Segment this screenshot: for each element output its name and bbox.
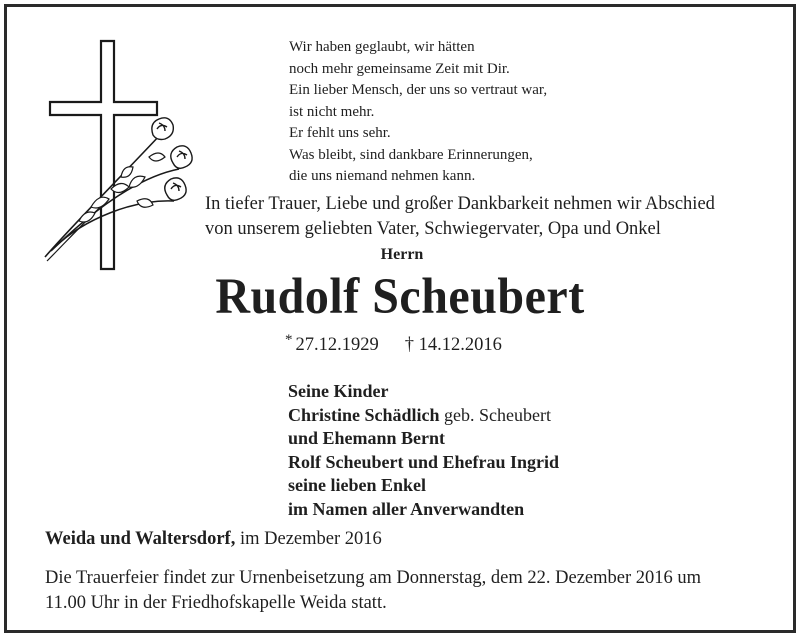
survivor-maiden-name: geb. Scheubert	[439, 404, 551, 425]
cross-with-roses-icon	[39, 39, 199, 271]
death-symbol: †	[404, 335, 414, 355]
birth-symbol: *	[285, 332, 293, 348]
survivor-line: im Namen aller Anverwandten	[288, 498, 525, 519]
poem-line: ist nicht mehr.	[289, 103, 375, 120]
poem-line: Ein lieber Mensch, der uns so vertraut war,	[289, 82, 548, 98]
survivor-line: Rolf Scheubert und Ehefrau Ingrid	[288, 451, 560, 472]
salutation: Herrn	[380, 246, 424, 263]
poem	[289, 37, 547, 188]
poem-line: Er fehlt uns sehr.	[289, 125, 391, 141]
survivor-name: Christine Schädlich	[288, 404, 440, 425]
poem-line: Was bleibt, sind dankbare Erinnerungen,	[289, 146, 533, 163]
survivor-line: Seine Kinder	[288, 381, 389, 401]
obituary-notice	[4, 4, 796, 633]
survivors-list	[288, 380, 559, 521]
ceremony-line: Die Trauerfeier findet zur Urnenbeisetzung am Donnerstag, dem 22. Dezember 2016 um	[45, 568, 702, 588]
poem-line: noch mehr gemeinsame Zeit mit Dir.	[289, 60, 510, 77]
survivor-line: und Ehemann Bernt	[288, 428, 446, 448]
intro-line: von unserem geliebten Vater, Schwiegervater, Opa und Onkel	[205, 219, 661, 239]
place-and-date	[45, 529, 382, 550]
poem-line: die uns niemand nehmen kann.	[289, 168, 476, 184]
ceremony-info	[45, 566, 701, 616]
place-name: Weida und Waltersdorf,	[45, 529, 236, 549]
intro-text	[205, 192, 715, 242]
deceased-name: Rudolf Scheubert	[215, 268, 585, 325]
survivor-line	[288, 404, 559, 428]
life-dates	[285, 332, 502, 356]
poem-line: Wir haben geglaubt, wir hätten	[289, 39, 475, 55]
birth-date: 27.12.1929	[295, 335, 379, 355]
place-date: im Dezember 2016	[235, 529, 382, 549]
intro-line: In tiefer Trauer, Liebe und großer Dankbarkeit nehmen wir Abschied	[205, 194, 715, 214]
death-date: 14.12.2016	[418, 335, 502, 355]
ceremony-line: 11.00 Uhr in der Friedhofskapelle Weida statt.	[45, 593, 387, 613]
survivor-line: seine lieben Enkel	[288, 475, 427, 495]
